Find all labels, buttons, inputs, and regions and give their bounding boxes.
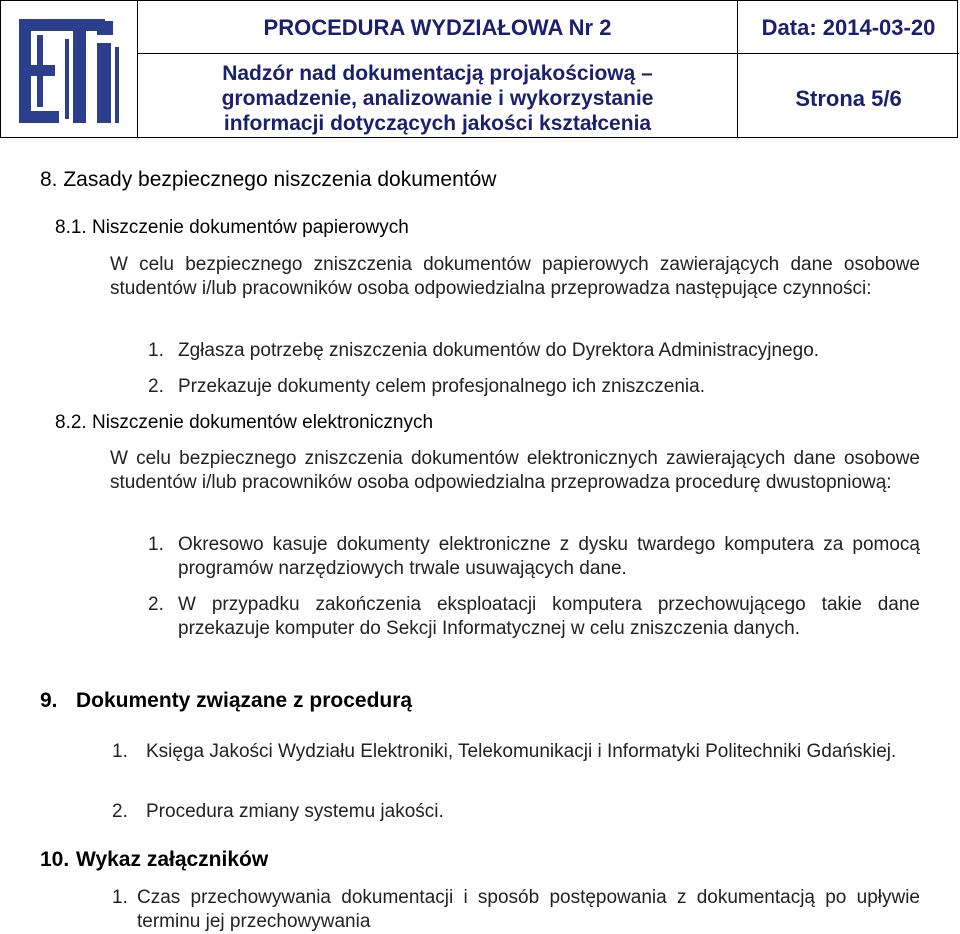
subsection-heading: 8.2. Niszczenie dokumentów elektronicznych: [55, 412, 434, 433]
document-header: [0, 0, 958, 138]
subsection-heading: 8.1. Niszczenie dokumentów papierowych: [55, 217, 409, 238]
section-number: 9.: [40, 689, 58, 712]
list-item: Czas przechowywania dokumentacji i sposób postępowania z dokumentacją po upływie terminu jej przechowywania: [137, 887, 920, 932]
header-divider: [137, 53, 959, 54]
list-item-number: 2.: [148, 376, 164, 397]
eti-logo: [19, 17, 119, 125]
paragraph: W celu bezpiecznego zniszczenia dokumentów papierowych zawierających dane osobowe studentów i/lub pracowników osoba odpowiedzialna przeprowadza następujące czynności:: [110, 254, 920, 299]
paragraph: W celu bezpiecznego zniszczenia dokumentów elektronicznych zawierających dane osobowe studentów i/lub pracowników osoba odpowiedzialna przeprowadza procedurę dwustopniową:: [110, 448, 920, 493]
list-item: Zgłasza potrzebę zniszczenia dokumentów do Dyrektora Administracyjnego.: [178, 340, 820, 361]
list-item: Księga Jakości Wydziału Elektroniki, Telekomunikacji i Informatyki Politechniki Gdańskiej.: [146, 741, 897, 762]
list-item-number: 2.: [112, 801, 128, 822]
subtitle-line: gromadzenie, analizowanie i wykorzystanie: [221, 87, 654, 110]
list-item: Procedura zmiany systemu jakości.: [146, 801, 444, 822]
list-item: W przypadku zakończenia eksploatacji komputera przechowującego takie dane przekazuje komputer do Sekcji Informatycznej w celu zniszczenia danych.: [178, 594, 920, 639]
list-item-number: 2.: [148, 594, 164, 615]
subtitle-line: informacji dotyczących jakości kształcenia: [223, 112, 652, 135]
header-divider: [137, 1, 138, 137]
list-item-number: 1.: [148, 340, 164, 361]
list-item-number: 1.: [112, 887, 128, 908]
subtitle-line: Nadzór nad dokumentacją projakościową –: [222, 62, 653, 85]
page-number: Strona 5/6: [795, 86, 902, 111]
list-item: Przekazuje dokumenty celem profesjonalnego ich zniszczenia.: [178, 376, 705, 397]
section-heading: 8. Zasady bezpiecznego niszczenia dokumentów: [40, 168, 497, 191]
section-heading: Dokumenty związane z procedurą: [76, 689, 413, 712]
procedure-subtitle: [139, 61, 736, 136]
list-item-number: 1.: [148, 534, 164, 555]
list-item: Okresowo kasuje dokumenty elektroniczne z dysku twardego komputera za pomocą programów narzędziowych trwale usuwających dane.: [178, 534, 920, 579]
list-item-number: 1.: [112, 741, 128, 762]
procedure-title: PROCEDURA WYDZIAŁOWA Nr 2: [263, 15, 612, 40]
section-heading: Wykaz załączników: [76, 848, 269, 871]
procedure-date: Data: 2014-03-20: [761, 15, 936, 40]
section-number: 10.: [40, 848, 70, 871]
